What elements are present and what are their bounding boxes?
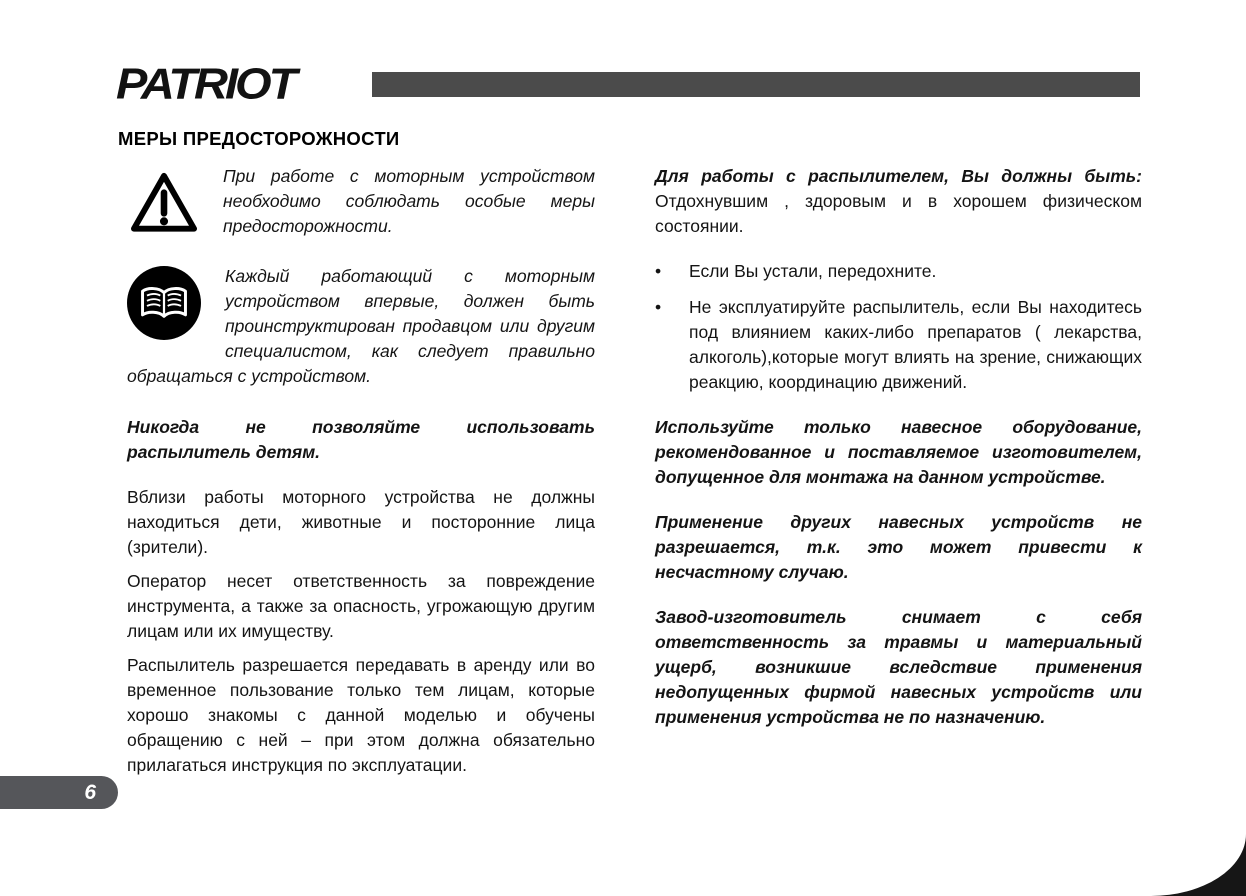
open-book-icon bbox=[127, 266, 201, 340]
children-warning: Никогда не позволяйте использовать распылитель детям. bbox=[127, 417, 595, 462]
paragraph: Распылитель разрешается передавать в аренду или во временное пользование только тем лицам, которые хорошо знакомы с данной моделью и обучены обращению с ней – при этом должна обязательно прилагаться инструкция по эксплуатации. bbox=[127, 655, 595, 775]
page-title: МЕРЫ ПРЕДОСТОРОЖНОСТИ bbox=[118, 128, 400, 149]
bold-paragraph: Применение других навесных устройств не разрешается, т.к. это может привести к несчастному случаю. bbox=[655, 512, 1142, 582]
list-item bbox=[655, 259, 1142, 284]
bullet-text: Если Вы устали, передохните. bbox=[689, 261, 937, 281]
bullet-text: Не эксплуатируйте распылитель, если Вы находитесь под влиянием каких-либо препаратов ( лекарства, алкоголь),которые могут влиять на зрение, снижающих реакцию, координацию движений. bbox=[689, 297, 1142, 392]
fitness-paragraph bbox=[655, 164, 1142, 239]
bullet-icon: • bbox=[655, 297, 662, 317]
page-number-tab bbox=[0, 776, 118, 809]
bold-paragraph: Завод-изготовитель снимает с себя ответственность за травмы и материальный ущерб, возникшие вследствие применения недопущенных фирмой навесных устройств или применения устройства не по назначению. bbox=[655, 607, 1142, 727]
paragraph: Вблизи работы моторного устройства не должны находиться дети, животные и посторонние лица (зрители). bbox=[127, 487, 595, 557]
training-note: Каждый работающий с моторным устройством впервые, должен быть проинструктирован продавцом или другим специалистом, как следует правильно обращаться с устройством. bbox=[127, 266, 595, 386]
page-number: 6 bbox=[84, 781, 96, 804]
left-column bbox=[127, 164, 595, 778]
list-item bbox=[655, 295, 1142, 395]
warning-block bbox=[127, 164, 595, 248]
fitness-lead: Для работы с распылителем, Вы должны быть: bbox=[655, 166, 1142, 186]
bullet-icon: • bbox=[655, 261, 662, 281]
bold-paragraph: Используйте только навесное оборудование, рекомендованное и поставляемое изготовителем, допущенное для монтажа на данном устройстве. bbox=[655, 417, 1142, 487]
paragraph: Оператор несет ответственность за повреждение инструмента, а также за опасность, угрожающую другим лицам или их имуществу. bbox=[127, 571, 595, 641]
training-block bbox=[127, 264, 595, 389]
brand-logo: PATRIOT bbox=[116, 59, 295, 108]
header-bar bbox=[372, 72, 1140, 97]
warning-triangle-icon bbox=[131, 166, 197, 240]
warning-note: При работе с моторным устройством необходимо соблюдать особые меры предосторожности. bbox=[223, 166, 595, 236]
fitness-rest: Отдохнувшим , здоровым и в хорошем физическом состоянии. bbox=[655, 191, 1142, 236]
right-column bbox=[655, 164, 1142, 730]
